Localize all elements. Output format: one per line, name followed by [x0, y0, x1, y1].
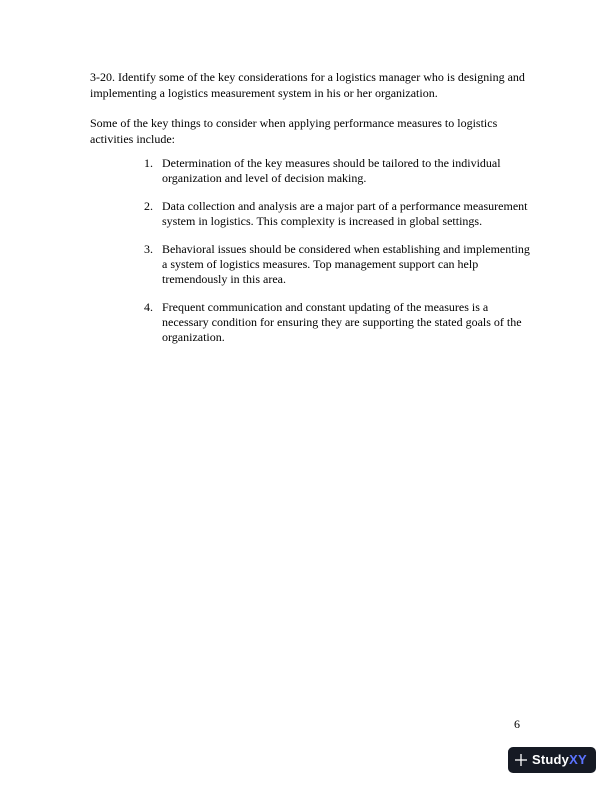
list-item — [144, 199, 534, 229]
page-number: 6 — [514, 717, 520, 731]
list-item-text: Determination of the key measures should be tailored to the individual organization and level of decision making. — [162, 156, 501, 185]
studyxy-watermark[interactable] — [508, 747, 596, 773]
list-item-number: 4. — [144, 300, 153, 314]
list-item-number: 2. — [144, 199, 153, 213]
brand-part-a: Study — [532, 752, 570, 767]
list-item-text: Behavioral issues should be considered when establishing and implementing a system of logistics measures. Top management support can help tremendously in this area. — [162, 242, 530, 286]
list-item — [144, 242, 534, 287]
watermark-brand — [532, 747, 587, 773]
list-item-number: 3. — [144, 242, 153, 256]
list-item — [144, 300, 534, 345]
plus-icon — [514, 753, 528, 767]
intro-text: Some of the key things to consider when applying performance measures to logistics activities include: — [90, 116, 498, 146]
list-item-text: Data collection and analysis are a major part of a performance measurement system in logistics. This complexity is increased in global settings. — [162, 199, 528, 228]
brand-part-b: XY — [569, 752, 587, 767]
list-item-text: Frequent communication and constant updating of the measures is a necessary condition for ensuring they are supporting the stated goals of the organization. — [162, 300, 522, 344]
list-item-number: 1. — [144, 156, 153, 170]
considerations-list — [144, 156, 534, 358]
question-text: 3-20. Identify some of the key considerations for a logistics manager who is designing and implementing a logistics measurement system in his or her organization. — [90, 70, 525, 100]
list-item — [144, 156, 534, 186]
